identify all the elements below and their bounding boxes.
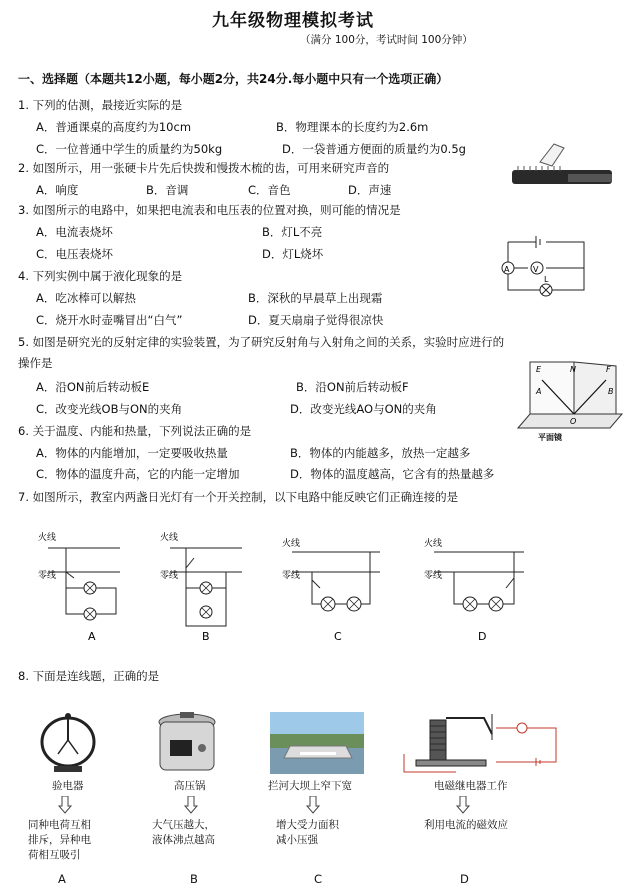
circuit-c-neutral-label: 零线 bbox=[282, 571, 301, 581]
circuit-d-neutral-label: 零线 bbox=[424, 571, 443, 581]
q2-stem: 2. 如图所示，用一张硬卡片先后快拨和慢拨木梳的齿，可用来研究声音的 bbox=[18, 161, 390, 175]
ammeter-label: A bbox=[504, 265, 510, 274]
comb-card-figure bbox=[508, 140, 618, 192]
circuit-b-letter: B bbox=[202, 630, 210, 643]
q2-option-a: A．响度 bbox=[36, 183, 79, 197]
q5-option-b: B．沿ON前后转动板F bbox=[296, 380, 409, 394]
circuit-b-neutral-label: 零线 bbox=[160, 571, 179, 581]
q4-option-a: A．吃冰棒可以解热 bbox=[36, 291, 136, 305]
ray-label-e: E bbox=[536, 365, 542, 374]
electroscope-image bbox=[40, 712, 96, 778]
q5-option-d: D．改变光线AO与ON的夹角 bbox=[290, 402, 437, 416]
reflection-figure bbox=[510, 358, 630, 444]
q1-option-c: C．一位普通中学生的质量约为50kg bbox=[36, 142, 223, 156]
circuit-c-live-label: 火线 bbox=[282, 539, 301, 549]
q5-stem-cont: 操作是 bbox=[18, 356, 53, 370]
q8-letter-b: B bbox=[190, 872, 198, 886]
section-heading: 一、选择题（本题共12小题，每小题2分，共24分.每小题中只有一个选项正确） bbox=[18, 72, 449, 86]
q7-circuits-figure bbox=[36, 528, 596, 646]
q1-stem: 1. 下列的估测，最接近实际的是 bbox=[18, 98, 183, 112]
q8-desc-a-line3: 荷相互吸引 bbox=[28, 849, 81, 861]
q4-option-c: C．烧开水时壶嘴冒出“白气” bbox=[36, 313, 183, 327]
q8-caption-b: 高压锅 bbox=[174, 780, 206, 792]
circuit-a-neutral-label: 零线 bbox=[38, 571, 57, 581]
q8-desc-a-line2: 排斥，异种电 bbox=[28, 834, 91, 846]
q8-desc-d-line1: 利用电流的磁效应 bbox=[424, 819, 508, 831]
q8-desc-c-line1: 增大受力面积 bbox=[276, 819, 339, 831]
q8-desc-b-line2: 液体沸点越高 bbox=[152, 834, 215, 846]
ray-label-f: F bbox=[606, 365, 611, 374]
q5-stem: 5. 如图是研究光的反射定律的实验装置，为了研究反射角与入射角之间的关系，实验时应进行的 bbox=[18, 335, 505, 349]
q4-option-b: B．深秋的早晨草上出现霜 bbox=[248, 291, 383, 305]
q6-option-a: A．物体的内能增加，一定要吸收热量 bbox=[36, 446, 228, 460]
q3-option-b: B．灯L不亮 bbox=[262, 225, 323, 239]
q8-letter-a: A bbox=[58, 872, 66, 886]
voltmeter-label: V bbox=[533, 265, 539, 274]
relay-image bbox=[396, 710, 564, 774]
q5-option-a: A．沿ON前后转动板E bbox=[36, 380, 150, 394]
q8-letter-d: D bbox=[460, 872, 469, 886]
q8-desc-a-line1: 同种电荷互相 bbox=[28, 819, 91, 831]
mirror-label: 平面镜 bbox=[538, 433, 562, 442]
q1-option-b: B．物理课本的长度约为2.6m bbox=[276, 120, 429, 134]
q1-option-d: D．一袋普通方便面的质量约为0.5g bbox=[282, 142, 466, 156]
q8-desc-c-line2: 减小压强 bbox=[276, 834, 318, 846]
q8-caption-c: 拦河大坝上窄下宽 bbox=[268, 780, 352, 792]
lamp-label: L bbox=[544, 275, 549, 284]
q2-option-b: B．音调 bbox=[146, 183, 189, 197]
q3-option-c: C．电压表烧坏 bbox=[36, 247, 114, 261]
q8-letter-c: C bbox=[314, 872, 323, 886]
q8-desc-b-line1: 大气压越大， bbox=[152, 819, 215, 831]
q8-caption-d: 电磁继电器工作 bbox=[434, 780, 508, 792]
circuit-a-live-label: 火线 bbox=[38, 533, 57, 543]
q3-circuit-figure bbox=[488, 230, 600, 300]
circuit-d-live-label: 火线 bbox=[424, 539, 443, 549]
q4-option-d: D．夏天扇扇子觉得很凉快 bbox=[248, 313, 384, 327]
circuit-c-letter: C bbox=[334, 630, 342, 643]
q6-option-c: C．物体的温度升高，它的内能一定增加 bbox=[36, 467, 240, 481]
q3-option-a: A．电流表烧坏 bbox=[36, 225, 113, 239]
circuit-d-letter: D bbox=[478, 630, 487, 643]
circuit-b-live-label: 火线 bbox=[160, 533, 179, 543]
ray-label-a: A bbox=[536, 387, 542, 396]
q4-stem: 4. 下列实例中属于液化现象的是 bbox=[18, 269, 183, 283]
q7-stem: 7. 如图所示，教室内两盏日光灯有一个开关控制，以下电路中能反映它们正确连接的是 bbox=[18, 490, 459, 504]
q8-caption-a: 验电器 bbox=[52, 780, 84, 792]
pressure-cooker-image bbox=[152, 710, 222, 778]
q6-stem: 6. 关于温度、内能和热量，下列说法正确的是 bbox=[18, 424, 252, 438]
q3-stem: 3. 如图所示的电路中，如果把电流表和电压表的位置对换，则可能的情况是 bbox=[18, 203, 401, 217]
q8-arrows bbox=[58, 796, 488, 816]
q8-stem: 8. 下面是连线题，正确的是 bbox=[18, 669, 160, 683]
exam-info: （满分 100分，考试时间 100分钟） bbox=[300, 34, 473, 46]
ray-label-n: N bbox=[570, 365, 576, 374]
ray-label-o: O bbox=[570, 417, 577, 426]
dam-image bbox=[270, 712, 364, 774]
q3-option-d: D．灯L烧坏 bbox=[262, 247, 324, 261]
q5-option-c: C．改变光线OB与ON的夹角 bbox=[36, 402, 183, 416]
circuit-a-letter: A bbox=[88, 630, 96, 643]
q6-option-b: B．物体的内能越多，放热一定越多 bbox=[290, 446, 471, 460]
q6-option-d: D．物体的温度越高，它含有的热量越多 bbox=[290, 467, 495, 481]
q2-option-c: C．音色 bbox=[248, 183, 291, 197]
q2-option-d: D．声速 bbox=[348, 183, 392, 197]
page-title: 九年级物理模拟考试 bbox=[212, 11, 374, 31]
ray-label-b: B bbox=[608, 387, 614, 396]
q1-option-a: A．普通课桌的高度约为10cm bbox=[36, 120, 192, 134]
